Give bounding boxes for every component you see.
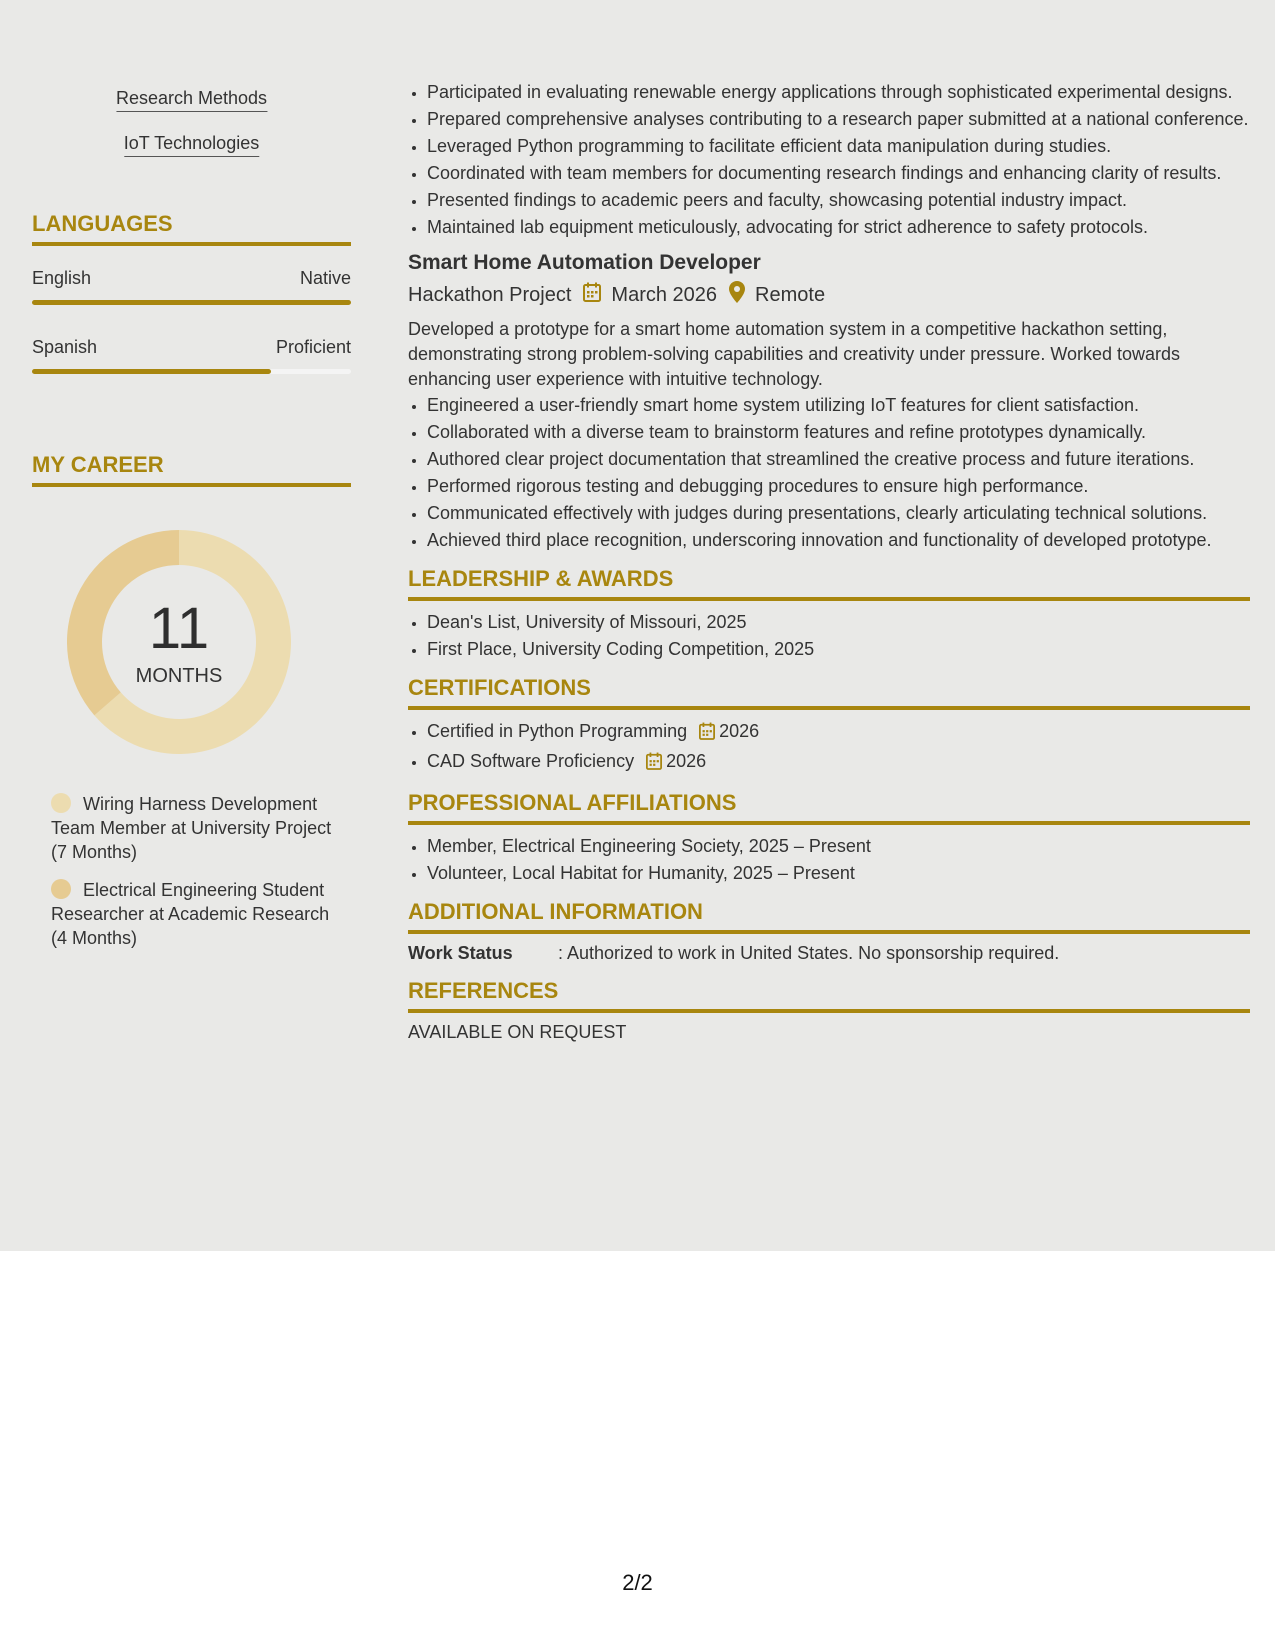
leadership-item: • First Place, University Coding Competition, 2025 xyxy=(427,637,1250,661)
languages-heading: LANGUAGES xyxy=(32,211,351,246)
certification-name: Certified in Python Programming xyxy=(427,721,688,741)
career-legend-label: Electrical Engineering Student Researcher at Academic Research (4 Months) xyxy=(51,880,330,948)
leadership-list xyxy=(408,610,1250,661)
career-heading: MY CAREER xyxy=(32,452,351,487)
bullet-item: • Presented findings to academic peers and faculty, showcasing potential industry impact. xyxy=(427,188,1250,212)
certifications-heading: CERTIFICATIONS xyxy=(408,675,1250,710)
bullet-item: • Communicated effectively with judges during presentations, clearly articulating technical solutions. xyxy=(427,501,1250,525)
affiliation-item: • Member, Electrical Engineering Society, 2025 – Present xyxy=(427,834,1250,858)
language-name: Spanish xyxy=(32,337,98,357)
bullet-item: • Prepared comprehensive analyses contributing to a research paper submitted at a national conference. xyxy=(427,107,1250,131)
leadership-item: • Dean's List, University of Missouri, 2025 xyxy=(427,610,1250,634)
calendar-icon xyxy=(583,282,601,308)
page-number: 2/2 xyxy=(622,1570,653,1595)
bullet-item: • Performed rigorous testing and debugging procedures to ensure high performance. xyxy=(427,474,1250,498)
career-legend-item xyxy=(51,792,341,864)
leadership-heading: LEADERSHIP & AWARDS xyxy=(408,566,1250,601)
career-donut-center xyxy=(67,530,291,754)
bullet-item: • Authored clear project documentation that streamlined the creative process and future iterations. xyxy=(427,447,1250,471)
career-legend-label: Wiring Harness Development Team Member at University Project (7 Months) xyxy=(51,794,332,862)
affiliations-list xyxy=(408,834,1250,885)
language-bar xyxy=(32,300,351,305)
work-status-value: : Authorized to work in United States. No sponsorship required. xyxy=(558,943,1060,963)
calendar-icon xyxy=(646,752,662,776)
language-bar xyxy=(32,369,351,374)
sidebar xyxy=(32,0,351,1251)
skill-iot-technologies: IoT Technologies xyxy=(124,133,259,157)
career-donut-chart xyxy=(67,530,291,754)
location-pin-icon xyxy=(729,281,745,309)
affiliation-item: • Volunteer, Local Habitat for Humanity, 2025 – Present xyxy=(427,861,1250,885)
job-date: March 2026 xyxy=(611,283,718,306)
certification-item xyxy=(427,749,1250,776)
calendar-icon xyxy=(699,722,715,746)
skill-research-methods: Research Methods xyxy=(116,88,267,112)
job-bullets xyxy=(408,393,1250,552)
language-bar-fill xyxy=(32,369,271,374)
job-title: Smart Home Automation Developer xyxy=(408,251,761,274)
career-legend-item xyxy=(51,878,341,950)
career-total-number: 11 xyxy=(148,596,210,661)
job-meta xyxy=(408,281,1250,309)
certification-item xyxy=(427,719,1250,746)
bullet-item: • Collaborated with a diverse team to brainstorm features and refine prototypes dynamically. xyxy=(427,420,1250,444)
certifications-list xyxy=(408,719,1250,776)
bullet-item: • Engineered a user-friendly smart home system utilizing IoT features for client satisfaction. xyxy=(427,393,1250,417)
language-level: Native xyxy=(299,268,351,288)
work-status-label: Work Status xyxy=(408,943,513,963)
bullet-item: • Leveraged Python programming to facilitate efficient data manipulation during studies. xyxy=(427,134,1250,158)
career-legend-dot xyxy=(51,879,71,899)
certification-year: 2026 xyxy=(719,721,760,741)
previous-job-bullets xyxy=(408,80,1250,239)
career-total-unit: MONTHS xyxy=(135,665,223,687)
language-name: English xyxy=(32,268,92,288)
references-text: AVAILABLE ON REQUEST xyxy=(408,1022,627,1042)
bullet-item: • Participated in evaluating renewable energy applications through sophisticated experimental designs. xyxy=(427,80,1250,104)
certification-name: CAD Software Proficiency xyxy=(427,751,635,771)
work-status-row xyxy=(408,943,1250,964)
bullet-item: • Achieved third place recognition, underscoring innovation and functionality of developed prototype. xyxy=(427,528,1250,552)
job-location: Remote xyxy=(755,283,826,306)
references-heading: REFERENCES xyxy=(408,978,1250,1013)
main-content xyxy=(408,80,1250,1043)
bullet-item: • Coordinated with team members for documenting research findings and enhancing clarity of results. xyxy=(427,161,1250,185)
additional-info-heading: ADDITIONAL INFORMATION xyxy=(408,899,1250,934)
bullet-item: • Maintained lab equipment meticulously, advocating for strict adherence to safety protocols. xyxy=(427,215,1250,239)
job-description: Developed a prototype for a smart home automation system in a competitive hackathon setting, demonstrating strong problem-solving capabilities and creativity under pressure. Worked towards enhancing user experience with intuitive technology. xyxy=(408,319,1181,389)
language-level: Proficient xyxy=(275,337,351,357)
career-legend-dot xyxy=(51,793,71,813)
language-bar-fill xyxy=(32,300,351,305)
certification-year: 2026 xyxy=(666,751,707,771)
affiliations-heading: PROFESSIONAL AFFILIATIONS xyxy=(408,790,1250,825)
job-company: Hackathon Project xyxy=(408,283,572,306)
